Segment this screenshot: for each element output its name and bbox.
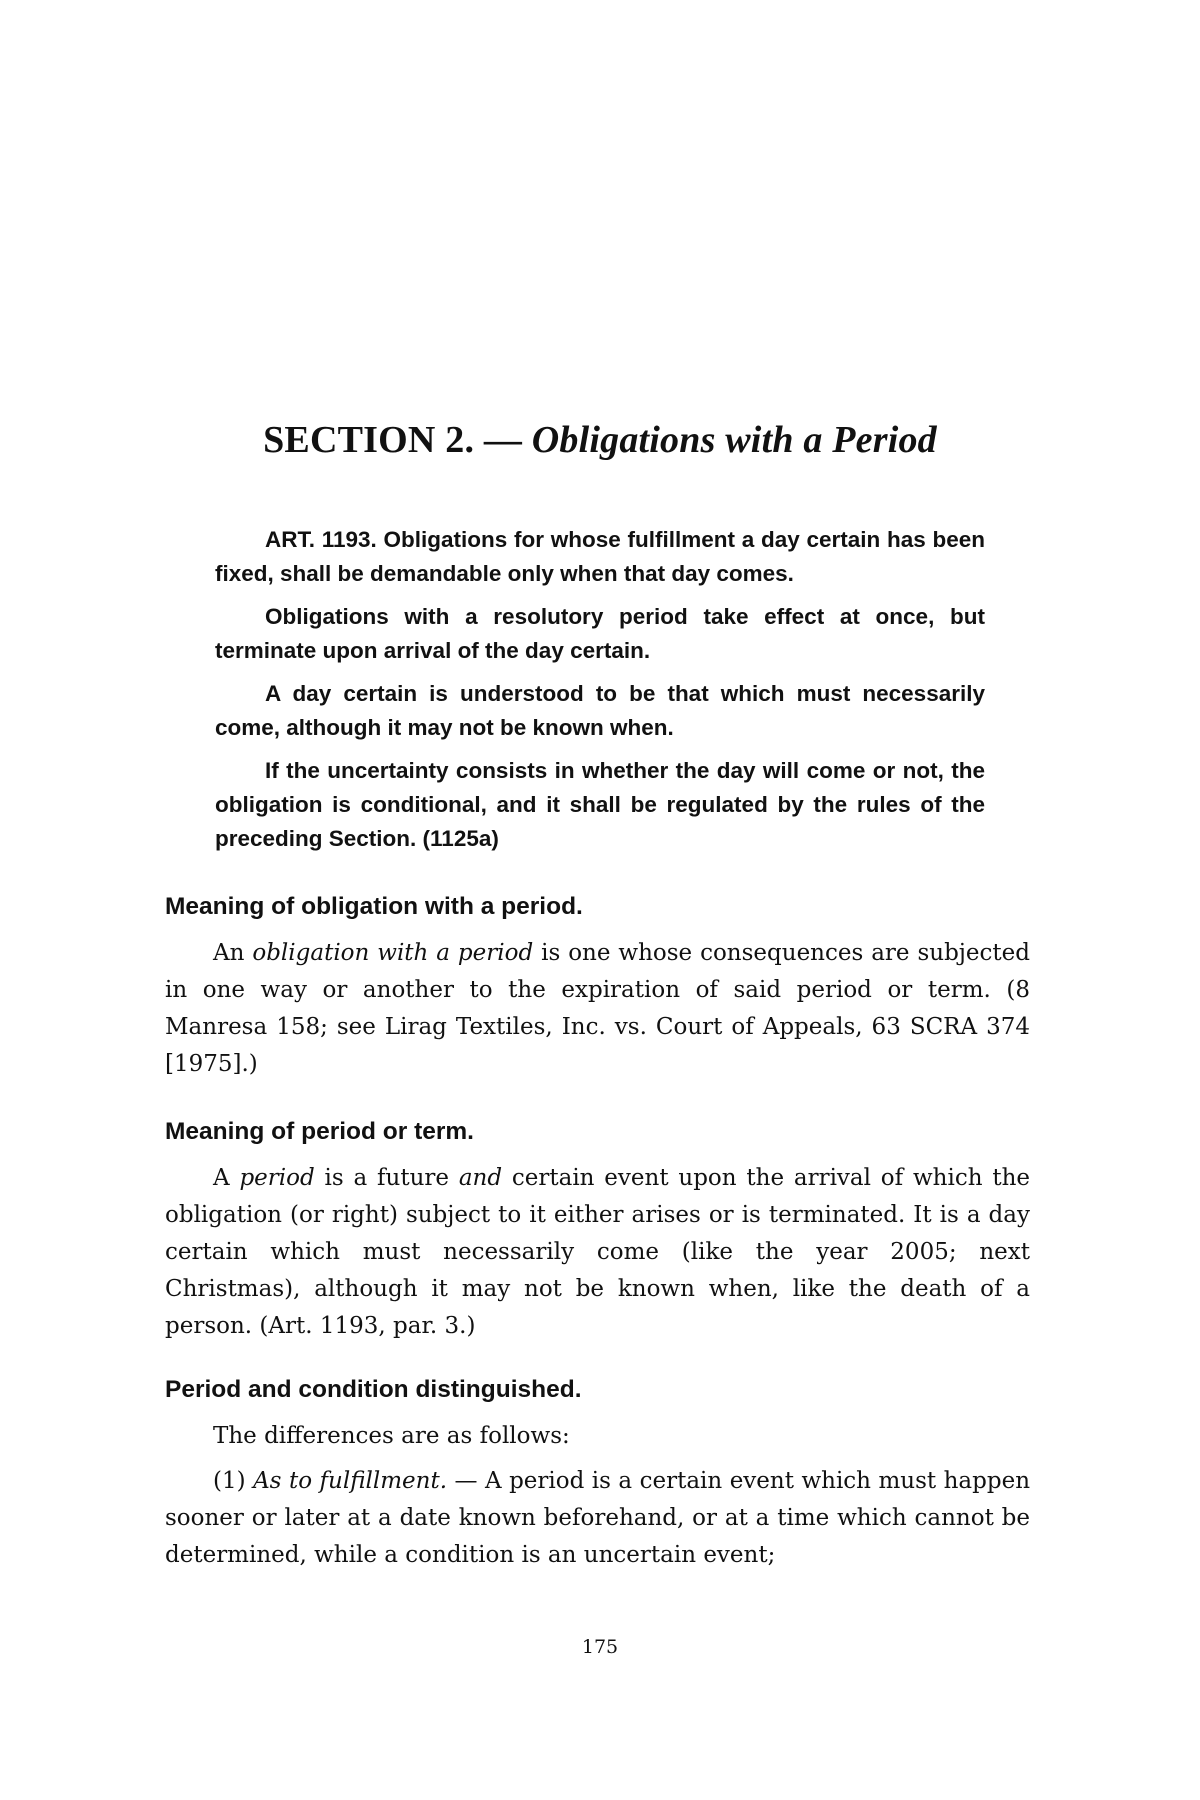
section-title bbox=[0, 418, 1200, 462]
body-paragraph bbox=[165, 1160, 1030, 1345]
page-number: 175 bbox=[581, 1636, 619, 1658]
article-paragraph: Obligations with a resolutory period take effect at once, but terminate upon arrival of the day certain. bbox=[215, 604, 985, 663]
heading-meaning-period: Meaning of period or term. bbox=[165, 1118, 474, 1145]
distinguished-body bbox=[165, 1418, 1030, 1574]
heading-period-condition: Period and condition distinguished. bbox=[165, 1376, 582, 1403]
emphasis-term: and bbox=[458, 1165, 503, 1191]
text-run: is a future bbox=[314, 1165, 459, 1191]
body-paragraph bbox=[165, 935, 1030, 1083]
text-run: — A period is a certain event which must happen sooner or later at a date known beforehand, or at a time which cannot be determined, while a condition is an uncertain event; bbox=[165, 1468, 1031, 1568]
text-run: An bbox=[213, 940, 253, 966]
meaning-period-body bbox=[165, 1160, 1030, 1345]
text-run: is one whose consequences are subjected in one way or another to the expiration of said period or term. (8 Manresa 158; see Lirag Textiles, Inc. vs. Court of Appeals, 63 SCRA 374 [1975].) bbox=[165, 940, 1031, 1077]
meaning-obligation-body bbox=[165, 935, 1030, 1083]
item-number: (1) bbox=[213, 1468, 254, 1494]
heading-meaning-obligation: Meaning of obligation with a period. bbox=[165, 893, 583, 920]
article-paragraph: A day certain is understood to be that which must necessarily come, although it may not be known when. bbox=[215, 681, 985, 740]
emphasis-term: obligation with a period bbox=[252, 940, 534, 966]
article-paragraph: If the uncertainty consists in whether the day will come or not, the obligation is conditional, and it shall be regulated by the rules of the preceding Section. (1125a) bbox=[215, 758, 985, 851]
article-paragraph: ART. 1193. Obligations for whose fulfillment a day certain has been fixed, shall be demandable only when that day comes. bbox=[215, 527, 985, 586]
text-run: certain event upon the arrival of which the obligation (or right) subject to it either arises or is terminated. It is a day certain which must necessarily come (like the year 2005; next Christmas), although it may not be known when, like the death of a person. (Art. 1193, par. 3.) bbox=[165, 1165, 1031, 1339]
section-label: SECTION 2. — bbox=[263, 419, 523, 461]
article-1193 bbox=[215, 523, 985, 865]
emphasis-term: As to fulfillment. bbox=[253, 1468, 448, 1494]
body-paragraph: The differences are as follows: bbox=[213, 1423, 570, 1449]
emphasis-term: period bbox=[239, 1165, 315, 1191]
list-item bbox=[165, 1463, 1030, 1574]
text-run: A bbox=[213, 1165, 240, 1191]
section-subtitle: Obligations with a Period bbox=[531, 419, 937, 461]
